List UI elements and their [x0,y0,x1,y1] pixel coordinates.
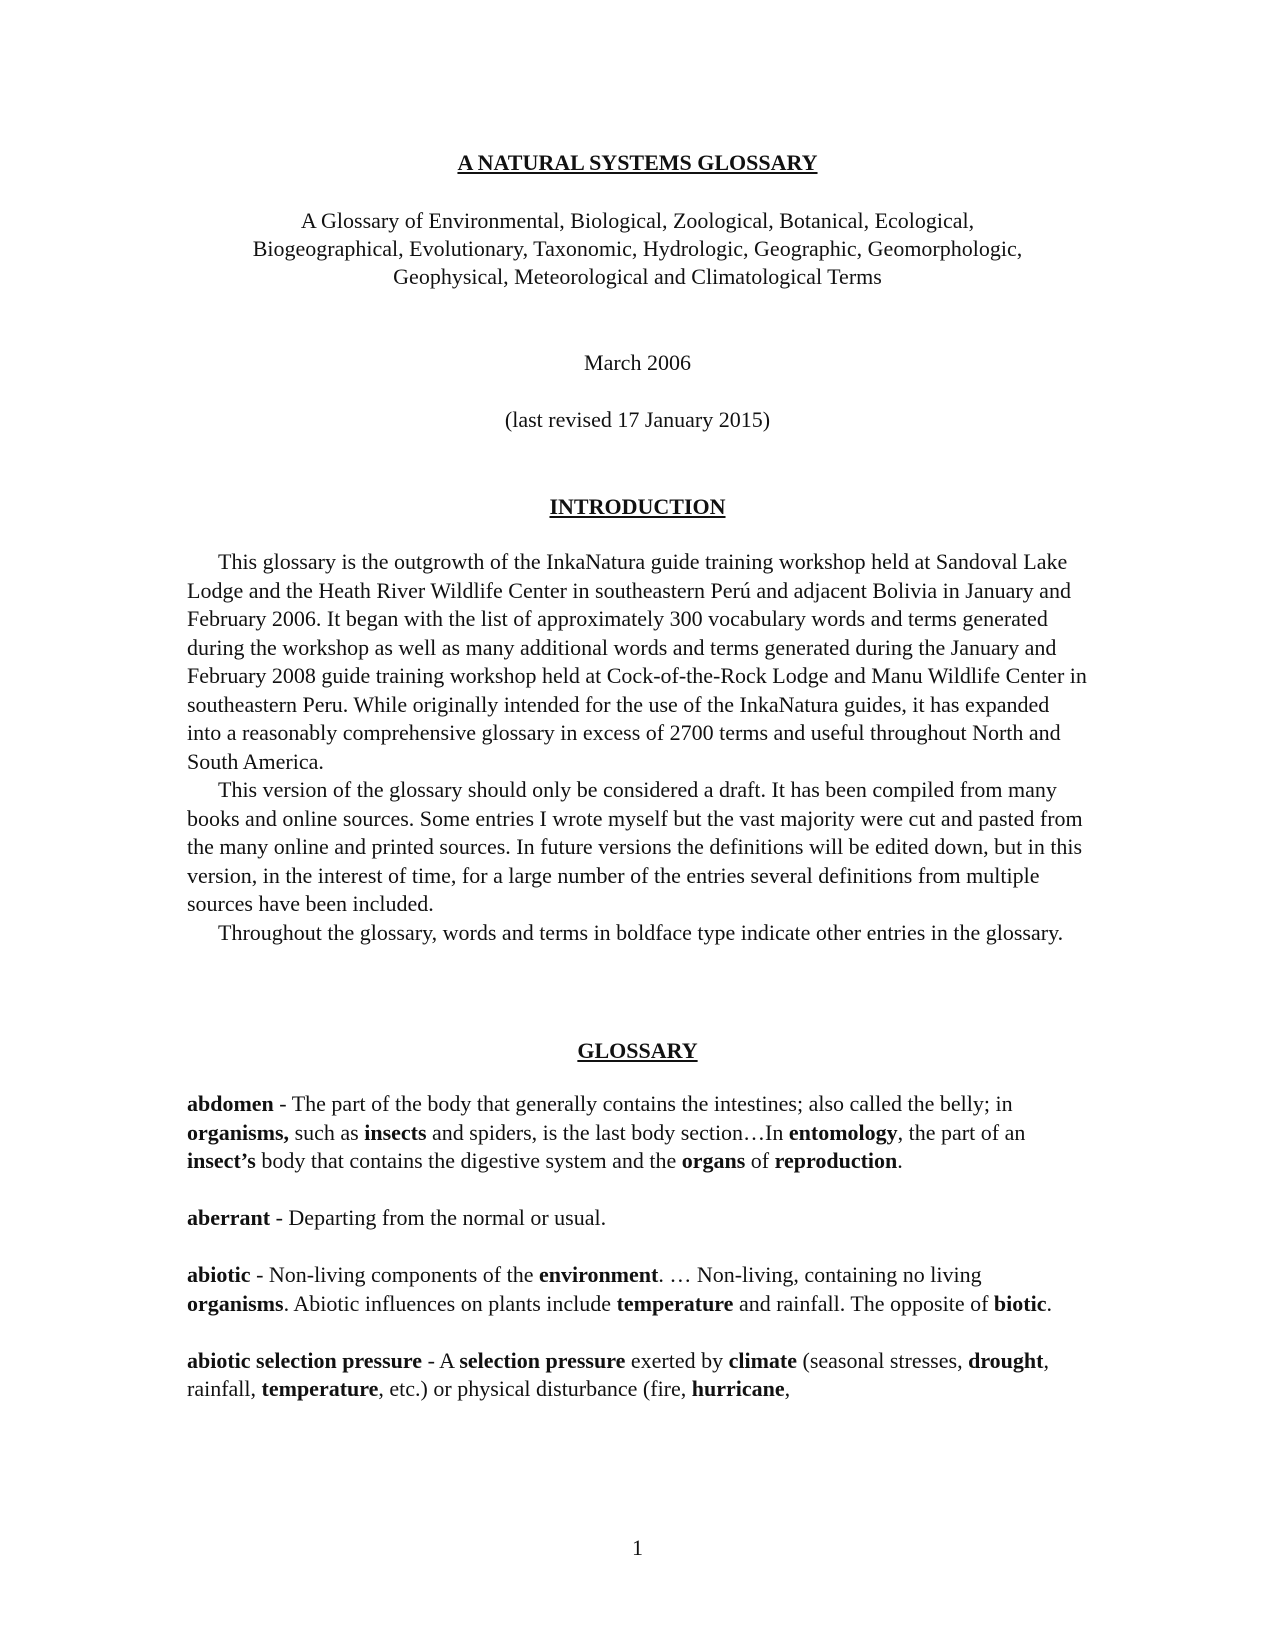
glossary-text: . [1046,1290,1052,1316]
glossary-term: biotic [993,1290,1047,1316]
glossary-text: - A [422,1347,460,1373]
glossary-entry-list [187,1090,1087,1432]
glossary-text: and spiders, is the last body section…In [426,1119,789,1145]
glossary-text: body that contains the digestive system and the [255,1148,682,1173]
document-title: A NATURAL SYSTEMS GLOSSARY [457,150,818,175]
glossary-term: hurricane [691,1376,785,1401]
glossary-term: insect’s [187,1148,256,1173]
glossary-text: , rainfall, [187,1347,1049,1401]
glossary-text: of [745,1148,775,1173]
glossary-term: organisms [187,1290,284,1316]
document-subtitle [150,207,1125,291]
glossary-term: organisms, [187,1119,290,1145]
glossary-term: temperature [616,1290,734,1316]
glossary-text: . Abiotic influences on plants include [283,1290,617,1316]
glossary-text: - The part of the body that generally contains the intestines; also called the belly; in [273,1091,1013,1116]
glossary-entry [187,1261,1087,1318]
introduction-heading: INTRODUCTION [549,494,726,519]
subtitle-line: Geophysical, Meteorological and Climatological Terms [393,264,882,289]
glossary-entry [187,1090,1087,1176]
subtitle-line: A Glossary of Environmental, Biological, Zoological, Botanical, Ecological, [300,208,975,233]
glossary-term: abiotic [187,1262,251,1287]
glossary-text: , the part of an [897,1119,1026,1145]
glossary-text: , etc.) or physical disturbance (fire, [378,1376,692,1401]
glossary-term: environment [538,1262,659,1287]
introduction-paragraph: Throughout the glossary, words and terms in boldface type indicate other entries in the glossary. [218,919,1064,945]
subtitle-line: Biogeographical, Evolutionary, Taxonomic, Hydrologic, Geographic, Geomorphologic, [252,236,1023,261]
glossary-text: (seasonal stresses, [797,1347,969,1373]
glossary-term: entomology [788,1119,898,1145]
glossary-term: reproduction [774,1148,898,1173]
glossary-term: temperature [261,1376,379,1401]
glossary-text: , [784,1376,791,1401]
glossary-text: - Non-living components of the [250,1262,539,1287]
glossary-term: selection pressure [459,1347,626,1373]
glossary-term: abiotic selection pressure [187,1347,423,1373]
glossary-text: . [897,1148,903,1173]
introduction-paragraph: This glossary is the outgrowth of the InkaNatura guide training workshop held at Sandoval Lake Lodge and the Heath River Wildlife Center in southeastern Perú and adjacent Bolivia in January and February 2006. It began with the list of approximately 300 vocabulary words and terms generated during the workshop as well as many additional words and terms generated during the January and February 2008 guide training workshop held at Cock-of-the-Rock Lodge and Manu Wildlife Center in southeastern Peru. While originally intended for the use of the InkaNatura guides, it has expanded into a reasonably comprehensive glossary in excess of 2700 terms and useful throughout North and South America. [187,549,1087,774]
glossary-term: climate [728,1347,797,1373]
glossary-entry [187,1347,1087,1404]
introduction-body [187,548,1087,947]
document-date: March 2006 [584,350,691,375]
glossary-text: exerted by [625,1347,729,1373]
glossary-entry [187,1204,1087,1233]
glossary-term: organs [681,1148,746,1173]
introduction-paragraph: This version of the glossary should only be considered a draft. It has been compiled from many books and online sources. Some entries I wrote myself but the vast majority were cut and pasted from the many online and printed sources. In future versions the definitions will be edited down, but in this version, in the interest of time, for a large number of the entries several definitions from multiple sources have been included. [187,777,1083,916]
glossary-term: abdomen [187,1091,274,1116]
glossary-text: - Departing from the normal or usual. [270,1205,607,1230]
glossary-term: drought [968,1347,1044,1373]
glossary-text: and rainfall. The opposite of [733,1290,994,1316]
page-number: 1 [632,1535,643,1560]
glossary-heading: GLOSSARY [577,1038,698,1063]
revision-date: (last revised 17 January 2015) [504,407,771,432]
glossary-term: insects [364,1119,427,1145]
glossary-text: such as [289,1119,365,1145]
glossary-term: aberrant [187,1205,271,1230]
glossary-text: . … Non-living, containing no living [658,1262,982,1287]
